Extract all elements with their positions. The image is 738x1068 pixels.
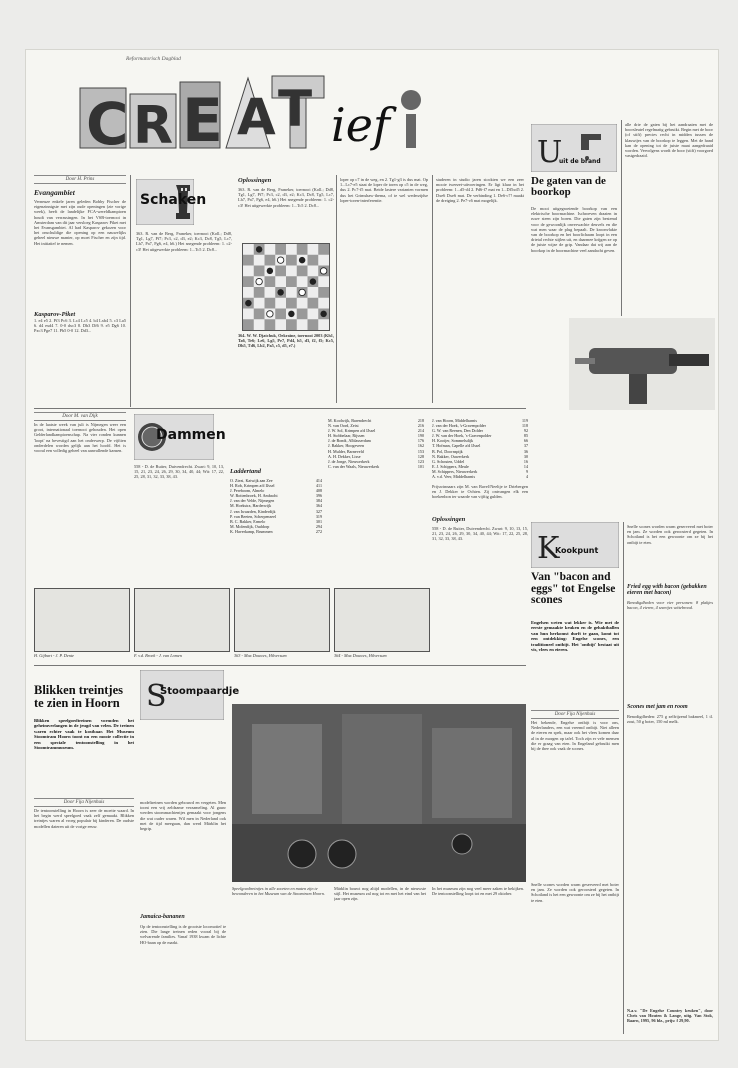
chess-diagram xyxy=(242,243,330,331)
svg-text:S: S xyxy=(146,679,167,714)
player-score: 119 xyxy=(522,418,528,423)
player-name: O. Ziezi, Katwijk aan Zee xyxy=(230,478,273,483)
player-name: T. Hofman, Capelle a/d IJssel xyxy=(432,443,481,449)
player-name: H. Rob, Krimpen a/d IJssel xyxy=(230,483,275,489)
draughts-board xyxy=(134,588,230,652)
recipe-text: Benodigdheden: 275 g zelfrijzend bakmeel, 1 tl. zout, 50 g boter, 150 ml melk. xyxy=(627,714,713,725)
player-score: 153 xyxy=(417,448,424,454)
player-name: G. W. van Reenen, Den Dolder xyxy=(432,428,483,434)
standings-b xyxy=(328,418,424,469)
masthead-letter-e: E xyxy=(182,86,224,156)
player-name: J. van der Velde, Nijmegen xyxy=(230,498,275,504)
standings-c xyxy=(432,418,528,479)
column-divider xyxy=(336,175,337,403)
player-score: 16 xyxy=(523,458,528,464)
player-name: N. Bakker, Ouwerkerk xyxy=(432,453,470,459)
player-score: 101 xyxy=(417,463,424,469)
dammen-body: In de laatste week van juli is Nijmegen weer een groot, internationaal toernooi gehouden. Het open Gelderlandkampioenschap. Na vier ronden kunnen 'loopt' na bevestigd aan het onderwerp. De vijftien onderdelen worden gelijk aan het hoofd. Het is vooral een volledig geheel van aanvallende kansen. xyxy=(34,422,126,454)
player-score: 294 xyxy=(315,523,322,529)
svg-text:U: U xyxy=(537,135,563,170)
standings-row xyxy=(328,464,424,469)
player-name: A. H. Dekker, Lisse xyxy=(328,453,361,459)
player-score: 66 xyxy=(523,438,528,444)
player-name: H. Kooijer, Sommelsdijk xyxy=(432,438,473,444)
player-score: 384 xyxy=(315,498,322,504)
player-score: 118 xyxy=(522,423,528,429)
player-name: M. Hoekstra, Harderwijk xyxy=(230,503,272,509)
player-score: 216 xyxy=(417,423,424,429)
solutions-heading: Oplossingen xyxy=(238,177,272,184)
player-name: H. Mulder, Barneveld xyxy=(328,448,364,454)
problem-364-text: 364. W. W. Djatchuk, Oekraïne, toernooi 2003 (Kh1, Ta6, Te6; Le6, Lg5, Pe7, Pd4, h5, d3, f2, f5; Kc5, Dh5, Td6, Lb2, Pa5, c5, d5, e7.) xyxy=(238,333,334,349)
player-score: 364 xyxy=(315,503,322,509)
standings-a xyxy=(230,478,322,534)
problem-363-text: 363. R. van de Berg, Franeker, toernooi (Koll.; Dd8, Tg1, Lg7, Pf7; Pc3, c2, d3, e2; Kc3, Dc8, Tg5, Lc7, Lh7, Pa7, Pg6, e4, h6.) Het snegende probleem: 1. c2-c3! Het uitgewerkte probleem: 1...Tc5 2. Dc8... xyxy=(238,187,334,208)
recipe-text: Benodigdheden voor vier personen: 8 plakjes bacon, 4 eieren, 4 sneetjes wittebrood. xyxy=(627,600,713,611)
dammen-moves: 558 - D. de Ruiter, Duivendrecht. Zwart: 9, 10, 13, 15, 21, 23, 24, 26, 29, 30, 34, 40, 44; Wit: 17, 22, 25, 28, 31, 32, 33, 38, 43. xyxy=(134,464,224,480)
player-score: 176 xyxy=(417,438,424,444)
board-caption: F. v.d. Broek - J. van Lomen xyxy=(134,653,182,658)
chess-board xyxy=(243,244,329,330)
byline: Door H. Prins xyxy=(34,175,126,184)
chess-heading: Schaken xyxy=(140,192,207,208)
solutions-text: 558 - D. de Ruiter, Duivendrecht. Zwart: 9, 10, 13, 15, 21, 23, 24, 26, 29, 30, 34, 40, 44; Wit: 17, 22, 25, 28, 31, 32, 33, 38, 43. xyxy=(432,526,528,542)
player-name: P. van Beeten, Scherpenzeel xyxy=(230,513,277,519)
kookpunt-heading: Kookpunt xyxy=(555,546,599,555)
masthead-letter-a: A xyxy=(237,88,277,146)
recipe-title: Scones met jam en room xyxy=(627,704,688,710)
player-score: 14 xyxy=(523,463,528,469)
solutions-heading: Oplossingen xyxy=(432,516,466,523)
player-score: 414 xyxy=(315,478,322,483)
player-name: M. Molendijk, Ouddorp xyxy=(230,523,270,529)
player-score: 4 xyxy=(525,474,528,480)
draughts-board xyxy=(34,588,130,652)
photo-caption: Speelgoedtreintjes in alle soorten en maten zijn te bewonderen in het Museum van de Stoomtram Hoorn. xyxy=(232,886,325,896)
byline: Door M. van Dijk xyxy=(34,412,126,421)
byline: Door Fija Nijenhuis xyxy=(34,798,134,807)
game-title: Kasparov-Piket xyxy=(34,311,76,318)
chess-column-2: loper op c7 in de weg, en 2. Tg1-g3 is dus mat. Op 1...Lc7-e5 staat de loper de toren op c5 in de weg, dus 2. Pc7-f5 mat. Beide lastere varianten vormen dus het Grimshaw-thema, of te wel wederzijdse loper-toren-interferentie. xyxy=(340,177,428,203)
masthead xyxy=(26,50,526,170)
boorkop-section xyxy=(529,120,715,410)
player-name: M. Koolwijk, Barendrecht xyxy=(328,418,372,423)
player-score: 218 xyxy=(417,418,424,423)
stoom-heading: Stoompaardje xyxy=(160,686,240,697)
chess-section xyxy=(134,175,526,407)
masthead-letter-t: T xyxy=(278,80,314,138)
kookpunt-right: Snelle scones worden warm geserveerd met boter en jam. Ze worden ook geroosterd gegeten. In Schotland is het een gewoonte om ze bij het ontbijt te eten. xyxy=(627,524,713,545)
kookpunt-section xyxy=(529,522,715,1036)
supplement-label: Reformatorisch Dagblad xyxy=(126,56,181,62)
player-name: N. van Oord, Zeist xyxy=(328,423,359,429)
player-score: 319 xyxy=(315,513,322,519)
kookpunt-icon xyxy=(531,522,619,568)
stoom-body-4: Märklin bouwt nog altijd modellen, in de nieuwste stijl. Het museum zal nog tot en met het eind van het jaar open zijn. xyxy=(334,886,426,902)
dammen-section xyxy=(34,412,534,662)
player-name: M. Schippers, Nieuwerkerk xyxy=(432,468,478,474)
player-name: J. van der Hoek, 's-Gravenpolder xyxy=(432,423,486,429)
player-name: J. Bakker, Hoogeveen xyxy=(328,443,364,449)
stoom-body-5: In het museum zijn nog veel meer zaken te bekijken. De tentoonstelling loopt tot en met 29 oktober. xyxy=(432,886,524,897)
player-name: J. de Jonge, Nieuwerkerk xyxy=(328,458,370,464)
stoom-title: Blikken treintjes te zien in Hoorn xyxy=(34,683,124,710)
stoom-intro: Blikken speelgoedtreinen vormden het geheimverlangen in de jeugd van velen. De treinen waren echter vaak te kostbaar. Het Museum Stoomtram Hoorn toont nu een mooie collectie in een speciale tentoonstelling in het Stoomtrammuseum. xyxy=(34,718,134,751)
player-score: 92 xyxy=(523,428,528,434)
stoom-body: De tentoonstelling in Hoorn is zeer de moeite waard. In het begin werd speelgoed vaak zelf gemaakt. Blikken treintjes waren al vroeg populair bij kinderen. De oudste modellen dateren uit de vorige eeuw. xyxy=(34,808,134,829)
board-caption: 364 - Max Douwes, Hilversum xyxy=(334,653,387,658)
dammen-heading: Dammen xyxy=(156,427,226,443)
player-name: C. van der Waals, Nieuwerkerk xyxy=(328,463,380,469)
player-score: 123 xyxy=(417,458,424,464)
player-name: B. Pol, Doornspijk xyxy=(432,448,463,454)
player-name: J. van Iwaarden, Kinderdijk xyxy=(230,508,276,514)
horizontal-rule xyxy=(34,408,526,409)
player-name: E. J. Schippers, Meule xyxy=(432,463,469,469)
player-name: B. C. Bakker, Ermelo xyxy=(230,518,266,524)
svg-text:K: K xyxy=(537,531,560,566)
column-divider xyxy=(130,175,131,407)
player-score: 128 xyxy=(417,453,424,459)
standings-row xyxy=(432,474,528,479)
chess-column-3: studeren in studio jaren stockten we een zeer mooie tweezet-uitvoeringen. Er ligt klaar in het probleem: 1...d5-d4 2. Pd6-f7 mat en 1...Df5xd5 2. Dxe6 Dxe6 mat. De verbinding 1. De6-c7! maakt de dreiging 2. Pe7-c6 mat mogelijk. xyxy=(436,177,524,203)
kookpunt-body-2: Snelle scones worden warm geserveerd met boter en jam. Ze worden ook geroosterd gegeten. In Schotland is het een gewoonte om ze bij het ontbijt te eten. xyxy=(531,882,619,903)
column-label: uit de brand xyxy=(559,158,601,165)
player-score: 396 xyxy=(315,493,322,499)
player-name: H. Stobbelaar, Rijssen xyxy=(328,433,365,439)
player-score: 37 xyxy=(523,443,528,449)
player-name: J. de Bondt, Alblasserdam xyxy=(328,438,371,444)
boorkop-title: De gaten van de boorkop xyxy=(531,175,606,199)
jamaica-title: Jamaica-bananen xyxy=(140,914,185,920)
article-body: Verneuze enkele jaren geleden Bobby Fischer de eigenzinnigste met zijn oude openingen (zie vorige week), heeft de landelijke FCA-wereldkampioen houdt van verrassingen. In het VSB-toernooi in Amsterdam van dit jaar versloeg Kasparov Piket met het Evansgambiet. Al had Kasparov gekozen voor het onschuldige die opening op een nauwelijks geheel nieuwe manier, op moet Fischer en zijn tijd. Het initiatief te nemen. xyxy=(34,199,126,246)
draughts-board xyxy=(334,588,430,652)
prize-text: Prijswinnaars zijn M. van Bavel/Neeltje te Driebergen en J. Dekker te Ochten. Zij ontvangen elk een boekenbon ter waarde van vijftig gulden. xyxy=(432,484,528,500)
byline: Door Fija Nijenhuis xyxy=(531,710,619,719)
kookpunt-intro: Engelsen weten wat lekker is. Wie met de eerste gemaakte keuken en de gehaktballen van hun herkomst durft te gaan, komt tot een ontdekking: Engelse scones, een traditioneel ontbijt. Het 'ontbijt' bestaat uit vis, vlees en eieren. xyxy=(531,620,619,653)
player-score: 411 xyxy=(316,483,322,489)
player-score: 85 xyxy=(523,433,528,439)
section-title: Evangambiet xyxy=(34,188,75,197)
player-name: K. Haverkamp, Brummen xyxy=(230,528,273,534)
boorkop-body: De mooi uitgegroeiende boorkop van een elektrische boormachine. Ischroeven draaien in ruwe steen zijn boren. Die gaten zijn bestemd voor de gewoonlijk onverwachte deuvels en die wat men waar de plug bepaalt. De kroonvlakte van de boorkop en het boorlichaam loopt in een drietal rechte stijlen uit, en daarmee krijgen ze op de juiste wijze de grip. Vandaar dat wij aan de boorkop in de boormachine veel aandacht geven. xyxy=(531,206,617,253)
player-score: 272 xyxy=(315,528,322,534)
newspaper-page xyxy=(26,50,718,1040)
player-score: 214 xyxy=(417,428,424,434)
player-score: 30 xyxy=(523,453,528,459)
player-score: 162 xyxy=(417,443,424,449)
masthead-letter-r: R xyxy=(133,96,175,156)
player-name: J. van Hoorn, Middelharnis xyxy=(432,418,477,423)
column-divider xyxy=(623,522,624,1034)
train-photo xyxy=(232,704,526,882)
chess-intro: 363. R. van de Berg, Franeker, toernooi (Koll.; Dd8, Tg1, Lg7, Pf7; Pc3, c2, d3, e2; Kc3, Dc8, Tg5, Lc7, Lh7, Pa7, Pg6, e4, h6.) Het snegende probleem: 1. c2-c3! Het uitgewerkte probleem: 1...Tc5 2. Dc8... xyxy=(136,231,232,252)
player-name: J. W. Sol, Krimpen a/d IJssel xyxy=(328,428,376,434)
player-name: W. Bottenbroek, H. Ambacht xyxy=(230,493,278,499)
evangambiet-column xyxy=(34,175,126,407)
game-moves: 1. e4 e5 2. Pf3 Pc6 3. Lc4 Lc5 4. b4 Lxb4 5. c3 La5 6. d4 exd4 7. 0-0 dxc3 8. Db3 Df6 9. e5 Dg6 10. Pxc3 Pge7 11. Pb5 0-0 12. Dd3... xyxy=(34,318,126,334)
kookpunt-title: Van "bacon and eggs" tot Engelse scones xyxy=(531,571,616,607)
kookpunt-body: Het bekende, Engelse ontbijt is voor ons, Nederlanders, een wat vreemd ontbijt. Niet alleen de eieren en spek, maar ook het vlees komen daar al in de morgen op tafel. Toch zijn er vele mensen die er graag van eten. In Engeland gebruikt men bij de thee ook vaak de scones. xyxy=(531,720,619,752)
player-score: 190 xyxy=(417,433,424,439)
column-divider xyxy=(432,175,433,403)
draughts-board xyxy=(234,588,330,652)
score-title: Laddertand xyxy=(230,468,262,475)
board-caption: H. Gijbart - J. P. Dente xyxy=(34,653,75,658)
player-score: 36 xyxy=(523,448,528,454)
masthead-suffix: ief xyxy=(331,98,390,152)
boorkop-body-2: alle drie de gaten bij het aandraaien met de boorsleutel regelmatig gebruikt. Begin met de boor (of stift) precies recht in midden tussen de klauwtjes van de boorkop te leggen. Met de hand kan de opening tot de juiste maat aangedraaid worden. Vervolgens wordt de boor (stift) voorgoed vastgedraaid. xyxy=(625,122,713,159)
player-score: 9 xyxy=(525,468,528,474)
column-divider xyxy=(621,120,622,316)
player-score: 301 xyxy=(315,518,322,524)
stoom-body-2: modeltreinen worden gebouwd en vergeten. Men toont een vrij zeldzame verzameling. Al gauw werden stoommachientjes gemaakt voor jongens die wat ouder waren. Wil men in Nederland ook met de tijd meegaan, dan werd Märklin het begrip. xyxy=(140,800,226,832)
player-score: 327 xyxy=(315,508,322,514)
horizontal-rule xyxy=(34,665,526,666)
standings-row xyxy=(230,529,322,534)
stoom-body-3: Op de tentoonstelling is de grootste locomotief te zien. Die lange treinen reden vooral bij de welvarende families. Vanaf 1938 kwam de lichte HO-baan op de markt. xyxy=(140,924,226,945)
source-note: N.a.v. "De Engelse Country keuken", door Chris van Houten & Lange, uitg. Van Stok, Baarn, 1995, 96 blz., prijs: f 29,90. xyxy=(627,1008,713,1024)
player-score: 408 xyxy=(315,488,322,494)
stoom-section xyxy=(34,670,526,1036)
player-name: J. W. van der Hoek, 's-Gravenpolder xyxy=(432,433,492,439)
drill-illustration xyxy=(569,318,715,410)
recipe-title: Fried egg with bacon (gebakken eieren met bacon) xyxy=(627,584,707,596)
player-name: J. Pereboom, Almelo xyxy=(230,488,265,494)
masthead-letter-c: C xyxy=(86,90,130,158)
player-name: G. Schouten, Uddel xyxy=(432,458,465,464)
player-name: A. v.d. Veer, Middelharnis xyxy=(432,474,476,480)
board-caption: 363 - Max Douwes, Hilversum xyxy=(234,653,287,658)
